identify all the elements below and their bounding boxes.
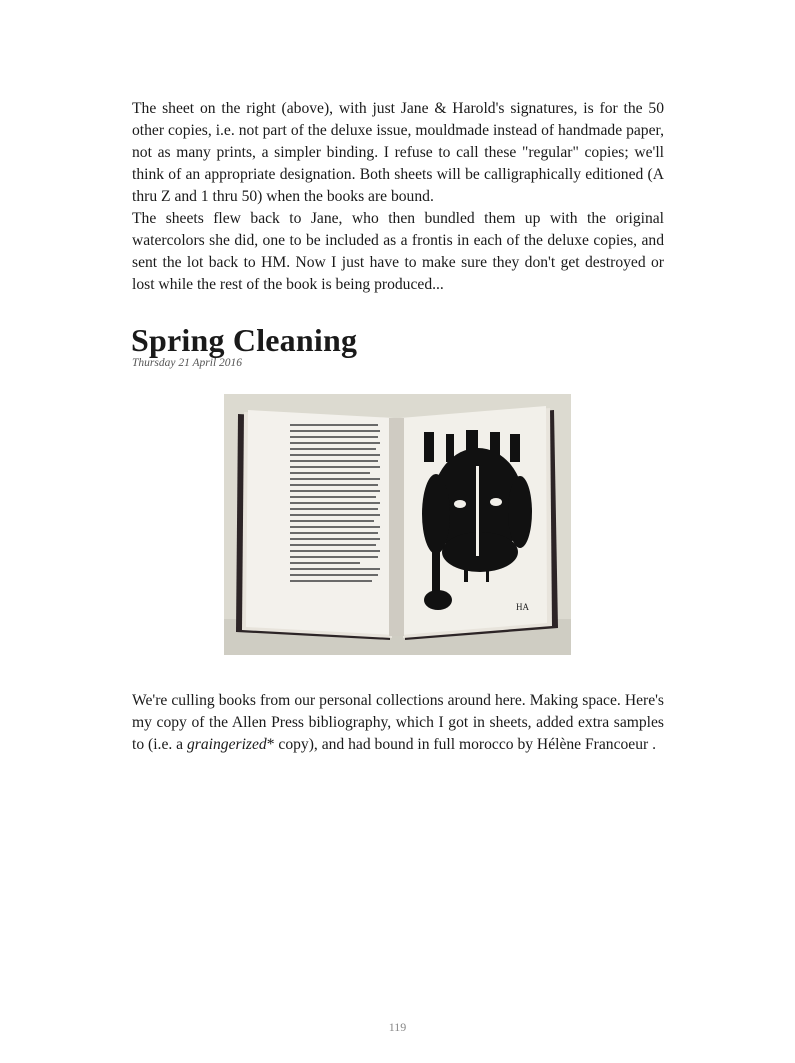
open-book-photo-icon <box>224 394 571 655</box>
post-date: Thursday 21 April 2016 <box>132 357 243 369</box>
intro-paragraph-1: The sheet on the right (above), with just Jane & Harold's signatures, is for the 50 other copies, i.e. not part of the deluxe issue, mouldmade instead of handmade paper, not as many prints, a simpler binding. I refuse to call these "regular" copies; we'll think of an appropriate designation. Both sheets will be calligraphically editioned (A thru Z and 1 thru 50) when the books are bound. <box>132 100 664 205</box>
page-number: 119 <box>388 1020 407 1034</box>
post-title: Spring Cleaning <box>131 322 358 358</box>
intro-paragraph-2: The sheets flew back to Jane, who then bundled them up with the original watercolors she did, one to be included as a frontis in each of the deluxe copies, and sent the lot back to HM. Now I just have to make sure they don't get destroyed or lost while the rest of the book is being produced... <box>132 210 664 293</box>
post-body-paragraph: We're culling books from our personal collections around here. Making space. Here's my copy of the Allen Press bibliography, which I got in sheets, added extra samples to (i.e. a graingerized* copy), and had bound in full morocco by Hélène Francoeur . <box>132 692 664 753</box>
post-body <box>132 690 664 756</box>
graingerized-term: graingerized <box>187 736 267 753</box>
intro-text <box>132 98 664 296</box>
svg-text:HA: HA <box>516 602 529 612</box>
